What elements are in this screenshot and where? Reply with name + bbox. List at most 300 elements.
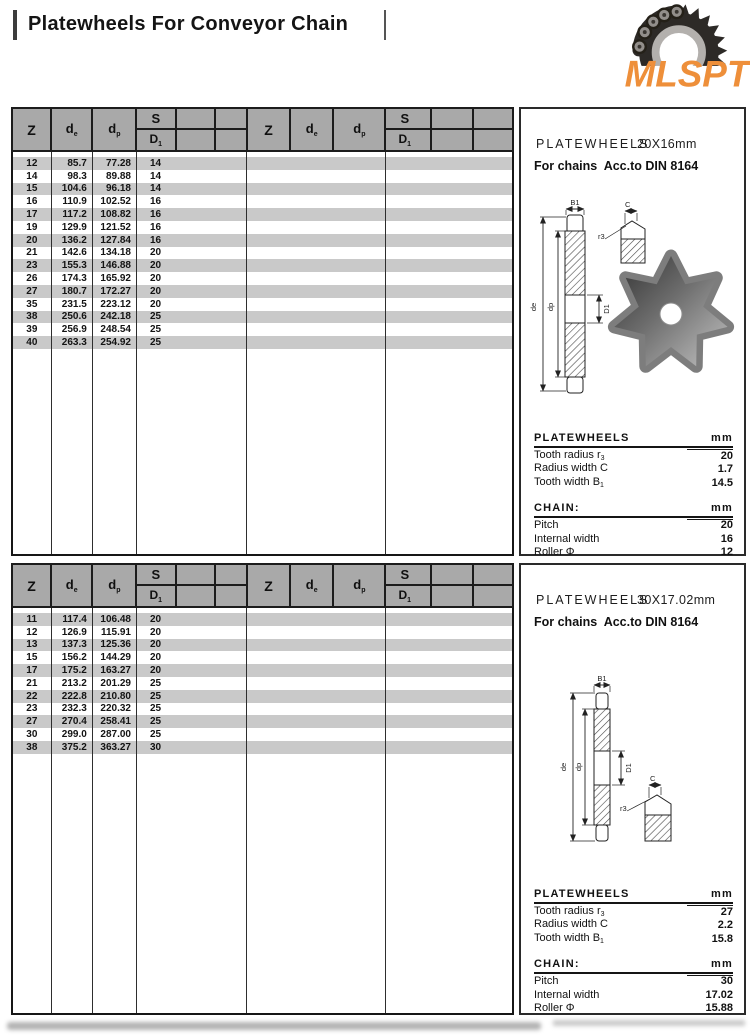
col-header-empty [431,108,473,129]
cell-empty [247,626,386,639]
dim-label-de: de [529,302,538,312]
cell-z: 27 [26,285,38,297]
spec-value: 27 [720,905,733,918]
chain-section-header [534,957,733,974]
cell-de: 180.7 [51,285,92,298]
spec-row [534,462,733,476]
cell-dp: 220.32 [92,703,136,716]
col-header-dp: $d_p$ [92,564,136,607]
table-row [12,715,513,728]
sprocket-photo [614,256,727,366]
spec-value: 15.8 [711,932,733,945]
cell-empty [247,221,386,234]
cell-z: 20 [26,234,38,246]
chain-section-title: CHAIN: [534,957,580,970]
cell-empty [247,690,386,703]
cell-z: 23 [26,703,38,715]
cell-dp: 242.18 [92,311,136,324]
panel-chains-note: For chains Acc.to DIN 8164 [534,615,699,629]
spec-row [534,448,733,462]
table-row [12,728,513,741]
spec-section-header [534,887,733,904]
cell-z: 17 [26,209,38,221]
col-header-d1: $D_1$ [385,585,430,607]
chain-label: Roller Φ [534,546,575,558]
spec-panel-1 [519,107,746,556]
cell-empty [247,285,386,298]
col-header-s: S [136,564,175,585]
table-row [12,639,513,652]
cell-dp: 258.41 [92,715,136,728]
chain-row [534,1001,733,1015]
cell-s-d1: 14 [136,170,246,183]
cell-dp: 106.48 [92,613,136,626]
cell-empty [385,221,513,234]
cell-empty [385,247,513,260]
cell-dp: 96.18 [92,183,136,196]
cell-dp: 89.88 [92,170,136,183]
cell-s-d1: 20 [136,285,246,298]
spec-row [534,475,733,489]
cell-empty [385,336,513,349]
cell-empty [385,208,513,221]
cell-empty [385,626,513,639]
cell-empty [247,703,386,716]
cell-s-d1: 20 [136,664,246,677]
cell-z: 11 [26,613,38,625]
cell-empty [247,208,386,221]
cell-dp: 363.27 [92,741,136,754]
col-header-empty [215,108,247,129]
col-header-s: S [385,108,430,129]
cell-z: 15 [26,652,38,664]
spec-section-title: PLATEWHEELS [534,432,630,444]
table-row [12,157,513,170]
spec-panel-2 [519,563,746,1015]
cell-z: 16 [26,196,38,208]
cell-empty [247,639,386,652]
cell-z: 13 [26,639,38,651]
cell-empty [385,157,513,170]
platewheel-drawing-1 [521,197,748,419]
cell-de: 231.5 [51,298,92,311]
cell-empty [385,677,513,690]
platewheel-drawing-2 [521,645,748,885]
cell-empty [247,195,386,208]
cell-empty [247,311,386,324]
table-row [12,195,513,208]
cell-empty [247,234,386,247]
col-header-empty [176,564,215,585]
table-row [12,651,513,664]
spec-label: Tooth radius $r_3$ [534,904,605,918]
cell-de: 155.3 [51,259,92,272]
table-row [12,285,513,298]
cell-empty [385,741,513,754]
col-header-empty [215,129,247,151]
chain-row [534,974,733,988]
col-header-empty [473,129,513,151]
col-header-empty [431,129,473,151]
cell-empty [385,285,513,298]
col-header-empty [431,585,473,607]
chain-row [534,987,733,1001]
cell-dp: 165.92 [92,272,136,285]
col-header-dp: $d_p$ [92,108,136,151]
cell-z: 27 [26,716,38,728]
cell-z: 22 [26,690,38,702]
cell-empty [385,715,513,728]
cell-s-d1: 25 [136,703,246,716]
cell-empty [385,323,513,336]
table-row [12,613,513,626]
cell-de: 256.9 [51,323,92,336]
table-row [12,247,513,260]
panel-chains-note: For chains Acc.to DIN 8164 [534,159,699,173]
cell-empty [247,298,386,311]
chain-label: Pitch [534,975,559,987]
panel-heading: PLATEWHEELS [536,593,650,607]
cell-s-d1: 20 [136,272,246,285]
cell-empty [247,323,386,336]
cell-empty [385,651,513,664]
cell-z: 38 [26,311,38,323]
cell-s-d1: 16 [136,221,246,234]
chain-section-title: CHAIN: [534,501,580,514]
chain-row [534,518,733,532]
filler-row [12,349,513,555]
col-header-s: S [385,564,430,585]
cell-dp: 287.00 [92,728,136,741]
cell-empty [385,298,513,311]
col-header-empty [473,585,513,607]
table-row [12,298,513,311]
dim-label-c: C [650,774,656,783]
cell-empty [247,728,386,741]
dim-label-dp: dp [546,302,555,312]
cell-s-d1: 30 [136,741,246,754]
cell-s-d1: 20 [136,247,246,260]
chain-value: 17.02 [705,988,733,1001]
cell-z: 35 [26,298,38,310]
table-row [12,703,513,716]
dim-label-de: de [559,762,568,772]
col-header-empty [431,564,473,585]
col-header-de: $d_e$ [290,564,333,607]
table-row [12,170,513,183]
cell-s-d1: 25 [136,677,246,690]
platewheel-table-1 [11,107,514,556]
table-row [12,208,513,221]
spec-value: 2.2 [717,919,733,931]
col-header-empty [473,564,513,585]
col-header-dp: $d_p$ [333,564,385,607]
cell-empty [247,741,386,754]
cell-empty [247,183,386,196]
cell-s-d1: 20 [136,613,246,626]
cell-z: 30 [26,729,38,741]
dim-label-b1: B1 [597,674,607,683]
cell-empty [247,715,386,728]
cell-de: 142.6 [51,247,92,260]
cell-z: 39 [26,324,38,336]
cell-empty [247,157,386,170]
col-header-empty [473,108,513,129]
cell-empty [247,247,386,260]
panel-size: 20X16mm [637,137,697,151]
cell-de: 117.4 [51,613,92,626]
cell-s-d1: 20 [136,259,246,272]
cell-s-d1: 25 [136,336,246,349]
cell-s-d1: 20 [136,651,246,664]
cell-z: 38 [26,741,38,753]
cell-z: 21 [26,677,38,689]
cell-de: 110.9 [51,195,92,208]
table-row [12,183,513,196]
col-header-d1: $D_1$ [136,585,175,607]
cell-z: 21 [26,247,38,259]
cell-empty [385,728,513,741]
cell-empty [247,651,386,664]
cell-empty [385,664,513,677]
cell-empty [385,272,513,285]
dim-label-r3: r3 [598,232,605,241]
dim-label-d1: D1 [602,304,611,314]
cell-de: 213.2 [51,677,92,690]
spec-value: 14.5 [711,476,733,489]
cell-empty [247,613,386,626]
col-header-s: S [136,108,175,129]
cell-z: 12 [26,157,38,169]
cell-de: 98.3 [51,170,92,183]
table-row [12,336,513,349]
cell-s-d1: 20 [136,639,246,652]
cell-dp: 210.80 [92,690,136,703]
chain-label: Internal width [534,988,600,1001]
table-row [12,234,513,247]
cell-dp: 77.28 [92,157,136,170]
table-row [12,741,513,754]
cell-empty [385,259,513,272]
col-header-d1: $D_1$ [385,129,430,151]
chain-row [534,531,733,545]
cell-dp: 127.84 [92,234,136,247]
cell-dp: 146.88 [92,259,136,272]
cell-s-d1: 16 [136,208,246,221]
spec-section-title: PLATEWHEELS [534,888,630,900]
cell-dp: 172.27 [92,285,136,298]
cell-de: 104.6 [51,183,92,196]
cell-empty [385,234,513,247]
cell-dp: 102.52 [92,195,136,208]
cell-dp: 115.91 [92,626,136,639]
cell-s-d1: 20 [136,626,246,639]
cell-empty [385,613,513,626]
cell-de: 270.4 [51,715,92,728]
chain-label: Pitch [534,519,559,531]
cell-empty [385,311,513,324]
table-row [12,311,513,324]
platewheel-table-2 [11,563,514,1015]
chain-value: 20 [720,519,733,531]
dim-label-d1: D1 [624,763,633,773]
table-row [12,626,513,639]
col-header-de: $d_e$ [51,564,92,607]
spec-label: Tooth radius $r_3$ [534,448,605,462]
cell-s-d1: 20 [136,298,246,311]
cell-dp: 125.36 [92,639,136,652]
cell-dp: 134.18 [92,247,136,260]
cell-z: 12 [26,626,38,638]
scan-shadow [7,1022,541,1030]
spec-label: Tooth width $B_1$ [534,931,604,945]
cell-dp: 254.92 [92,336,136,349]
logo-text: MLSPT [624,53,750,94]
cell-de: 137.3 [51,639,92,652]
title-left-bar [13,10,17,40]
spec-unit: mm [711,501,733,514]
cell-s-d1: 25 [136,323,246,336]
spec-unit: mm [711,888,733,900]
table-row [12,259,513,272]
chain-label: Internal width [534,532,600,545]
scan-shadow [553,1020,745,1026]
cell-dp: 108.82 [92,208,136,221]
cell-empty [247,664,386,677]
cell-dp: 163.27 [92,664,136,677]
cell-empty [385,170,513,183]
col-header-de: $d_e$ [290,108,333,151]
cell-de: 126.9 [51,626,92,639]
cell-empty [247,170,386,183]
chain-value: 12 [720,546,733,558]
col-header-empty [176,129,215,151]
cell-z: 40 [26,337,38,349]
cell-empty [247,259,386,272]
spec-label: Tooth width $B_1$ [534,475,604,489]
cell-de: 175.2 [51,664,92,677]
cell-de: 222.8 [51,690,92,703]
cell-z: 26 [26,273,38,285]
table-row [12,690,513,703]
cell-z: 17 [26,665,38,677]
table-row [12,221,513,234]
col-header-z: Z [247,108,290,151]
col-header-de: $d_e$ [51,108,92,151]
chain-value: 15.88 [705,1002,733,1014]
spec-value: 1.7 [717,463,733,475]
col-header-d1: $D_1$ [136,129,175,151]
chain-value: 30 [720,975,733,987]
chain-label: Roller Φ [534,1002,575,1014]
col-header-empty [215,564,247,585]
cell-z: 23 [26,260,38,272]
cell-de: 375.2 [51,741,92,754]
dim-label-r3: r3 [620,804,627,813]
cell-empty [385,690,513,703]
cell-de: 156.2 [51,651,92,664]
cell-z: 15 [26,183,38,195]
panel-heading: PLATEWHEELS [536,137,650,151]
spec-row [534,931,733,945]
title-right-bar [384,10,386,40]
cell-empty [385,639,513,652]
table-row [12,677,513,690]
spec-table [534,887,733,1014]
cell-empty [385,195,513,208]
cell-de: 85.7 [51,157,92,170]
spec-table [534,431,733,558]
cell-de: 299.0 [51,728,92,741]
col-header-empty [176,585,215,607]
cell-s-d1: 25 [136,715,246,728]
dim-label-b1: B1 [570,198,580,207]
cell-dp: 248.54 [92,323,136,336]
spec-value: 20 [720,449,733,462]
dim-label-c: C [625,200,631,209]
cell-de: 129.9 [51,221,92,234]
cell-empty [385,183,513,196]
cell-s-d1: 25 [136,728,246,741]
spec-unit: mm [711,957,733,970]
company-logo [598,2,750,94]
cell-de: 232.3 [51,703,92,716]
cell-s-d1: 16 [136,195,246,208]
cell-z: 14 [26,170,38,182]
page-title: Platewheels For Conveyor Chain [28,13,349,35]
cell-empty [247,677,386,690]
cell-de: 263.3 [51,336,92,349]
cell-s-d1: 14 [136,157,246,170]
table-row [12,272,513,285]
cell-de: 117.2 [51,208,92,221]
chain-row [534,545,733,559]
cell-s-d1: 16 [136,234,246,247]
cell-de: 136.2 [51,234,92,247]
cell-z: 19 [26,221,38,233]
chain-section-header [534,501,733,518]
chain-value: 16 [720,532,733,545]
cell-s-d1: 25 [136,690,246,703]
cell-de: 250.6 [51,311,92,324]
spec-row [534,904,733,918]
spec-row [534,918,733,932]
cell-s-d1: 25 [136,311,246,324]
filler-row [12,754,513,1014]
cell-dp: 121.52 [92,221,136,234]
col-header-empty [176,108,215,129]
spec-unit: mm [711,432,733,444]
cell-empty [247,336,386,349]
col-header-z: Z [12,108,51,151]
col-header-dp: $d_p$ [333,108,385,151]
spec-section-header [534,431,733,448]
col-header-empty [215,585,247,607]
table-row [12,323,513,336]
panel-size: 30X17.02mm [637,593,716,607]
col-header-z: Z [247,564,290,607]
cell-s-d1: 14 [136,183,246,196]
col-header-z: Z [12,564,51,607]
cell-dp: 144.29 [92,651,136,664]
cell-empty [247,272,386,285]
spec-label: Radius width C [534,462,608,474]
spec-label: Radius width C [534,918,608,930]
cell-de: 174.3 [51,272,92,285]
cell-dp: 201.29 [92,677,136,690]
dim-label-dp: dp [574,762,583,772]
table-row [12,664,513,677]
